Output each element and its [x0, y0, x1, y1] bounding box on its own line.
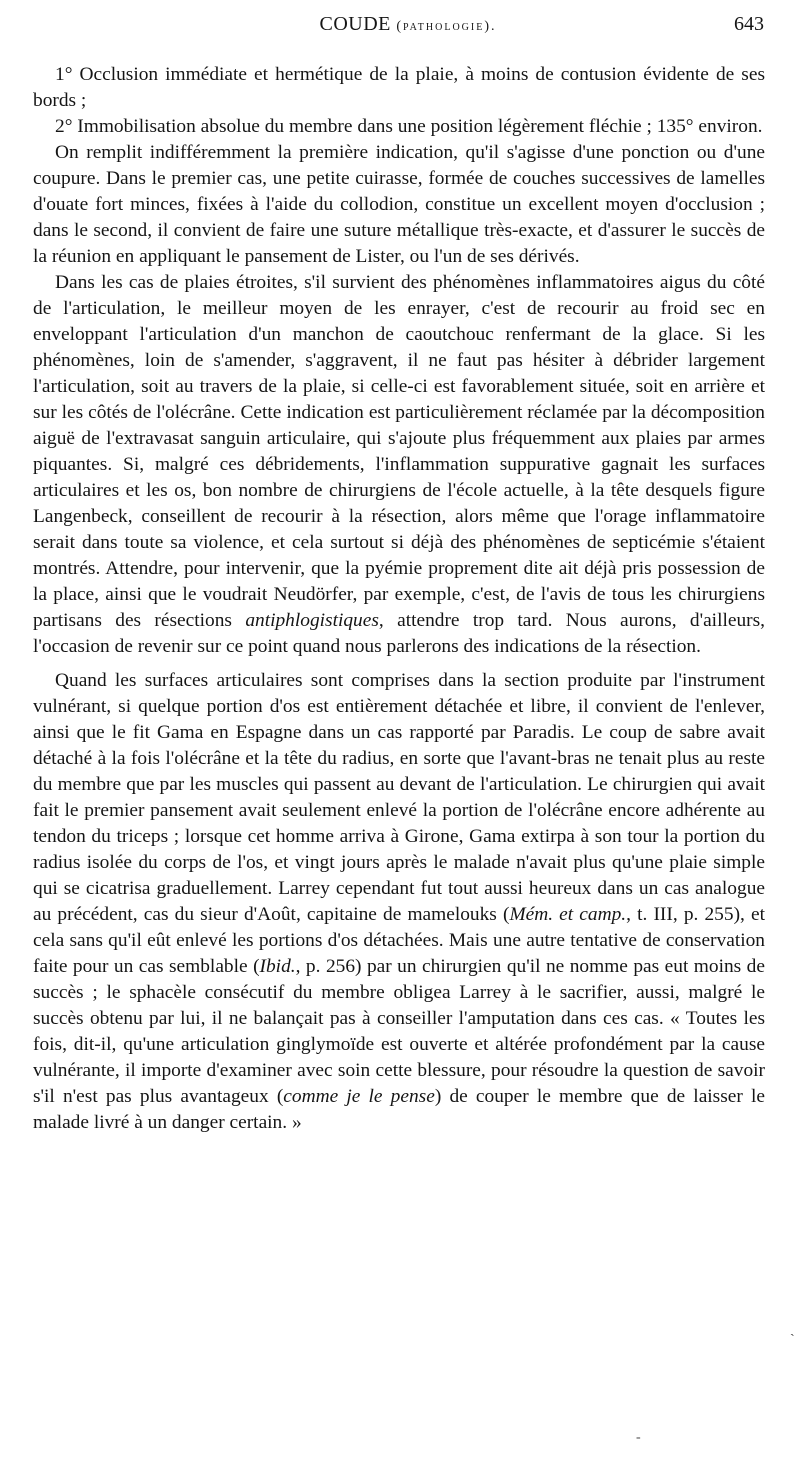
running-title [52, 6, 764, 45]
paragraph-1: 1° Occlusion immédiate et hermétique de la plaie, à moins de contusion évidente de ses bords ; [33, 64, 765, 111]
paragraph-4-text-a: Dans les cas de plaies étroites, s'il survient des phénomènes inflammatoires aigus du côté de l'articulation, le meilleur moyen de les enrayer, c'est de recourir au froid sec en enveloppant l'articulation d'un manchon de caoutchouc renfermant de la glace. Si les phénomènes, loin de s'amender, s'aggravent, il ne faut pas hésiter à débrider largement l'articulation, soit au travers de la plaie, si celle-ci est favorablement située, soit en arrière et sur les côtés de l'olécrâne. Cette indication est particulièrement réclamée par la décomposition aiguë de l'extravasat sanguin articulaire, qui s'ajoute plus fréquemment aux plaies par armes piquantes. Si, malgré ces débridements, l'inflammation suppurative gagnait les surfaces articulaires et les os, bon nombre de chirurgiens de l'école actuelle, à la tête desquels figure Langenbeck, conseillent de recourir à la résection, alors même que l'orage inflammatoire serait dans toute sa violence, et cela surtout si déjà des phénomènes de septicémie s'étaient montrés. Attendre, pour intervenir, que la pyémie proprement dite ait déjà pris possession de la place, ainsi que le voudrait Neudörfer, par exemple, c'est, de l'avis de tous les chirurgiens partisans des résections [33, 272, 765, 631]
citation-title: Mém. et camp. [509, 904, 627, 925]
paragraph-5-text-a: Quand les surfaces articulaires sont comprises dans la section produite par l'instrument vulnérant, si quelque portion d'os est entièrement détachée et libre, il convient de l'enlever, ainsi que le fit Gama en Espagne dans un cas rapporté par Paradis. Le coup de sabre avait détaché à la fois l'olécrâne et la tête du radius, en sorte que l'avant-bras ne tenait plus au reste du membre que par les muscles qui passent au devant de l'articulation. Le chirurgien qui avait fait le premier pansement avait seulement enlevé la portion de l'olécrâne encore adhérente au tendon du triceps ; lorsque cet homme arriva à Girone, Gama extirpa à son tour la portion du radius isolée du corps de l'os, et vingt jours après le malade n'avait plus qu'une plaie simple qui se cicatrisa graduellement. Larrey cependant fut tout aussi heureux dans un cas analogue au précédent, cas du sieur d'Août, capitaine de mamelouks ( [33, 670, 765, 925]
citation-ibid: Ibid. [259, 956, 296, 977]
paragraph-5-text-c: , p. 256) par un chirurgien qu'il ne nomme pas eut moins de succès ; le sphacèle consécutif du membre obligea Larrey à le sacrifier, aussi, malgré le succès obtenu par lui, il ne balançait pas à conseiller l'amputation dans ces cas. « Toutes les fois, dit-il, qu'une articulation ginglymoïde est ouverte et altérée profondément par la cause vulnérante, il importe d'examiner avec soin cette blessure, pour résoudre la question de savoir s'il n'est pas plus avantageux ( [33, 956, 765, 1107]
paragraph-5 [33, 668, 765, 1136]
paragraph-3: On remplit indifféremment la première indication, qu'il s'agisse d'une ponction ou d'une coupure. Dans le premier cas, une petite cuirasse, formée de couches successives de lamelles d'ouate fort minces, fixées à l'aide du collodion, constitue un excellent moyen d'occlusion ; dans le second, il convient de faire une suture métallique très-exacte, et d'assurer le succès de la réunion en appliquant le pansement de Lister, ou l'un de ses dérivés. [33, 142, 765, 267]
running-header [52, 6, 764, 42]
paragraph-4 [33, 270, 765, 660]
header-title: COUDE [319, 13, 391, 35]
header-subtitle: (pathologie). [396, 19, 497, 34]
paragraph-5-text-b: , t. III, p. 255), et cela sans qu'il eût enlevé les portions d'os détachées. Mais une autre tentative de conservation faite pour un cas semblable ( [33, 904, 765, 977]
paragraph-4-text-b: , attendre trop tard. Nous aurons, d'ailleurs, l'occasion de revenir sur ce point quand nous parlerons des indications de la résection. [33, 610, 766, 657]
body-text [33, 62, 765, 1136]
paragraph-5-text-d: ) de couper le membre que de laisser le malade livré à un danger certain. » [33, 1086, 765, 1133]
page-number: 643 [734, 13, 764, 35]
italic-term: antiphlogistiques [245, 610, 379, 631]
paragraph-2: 2° Immobilisation absolue du membre dans une position légèrement fléchie ; 135° environ. [55, 116, 763, 137]
bottom-speck: - [636, 1430, 641, 1445]
margin-speck: ˏ [790, 1322, 795, 1337]
italic-quote: comme je le pense [283, 1086, 435, 1107]
